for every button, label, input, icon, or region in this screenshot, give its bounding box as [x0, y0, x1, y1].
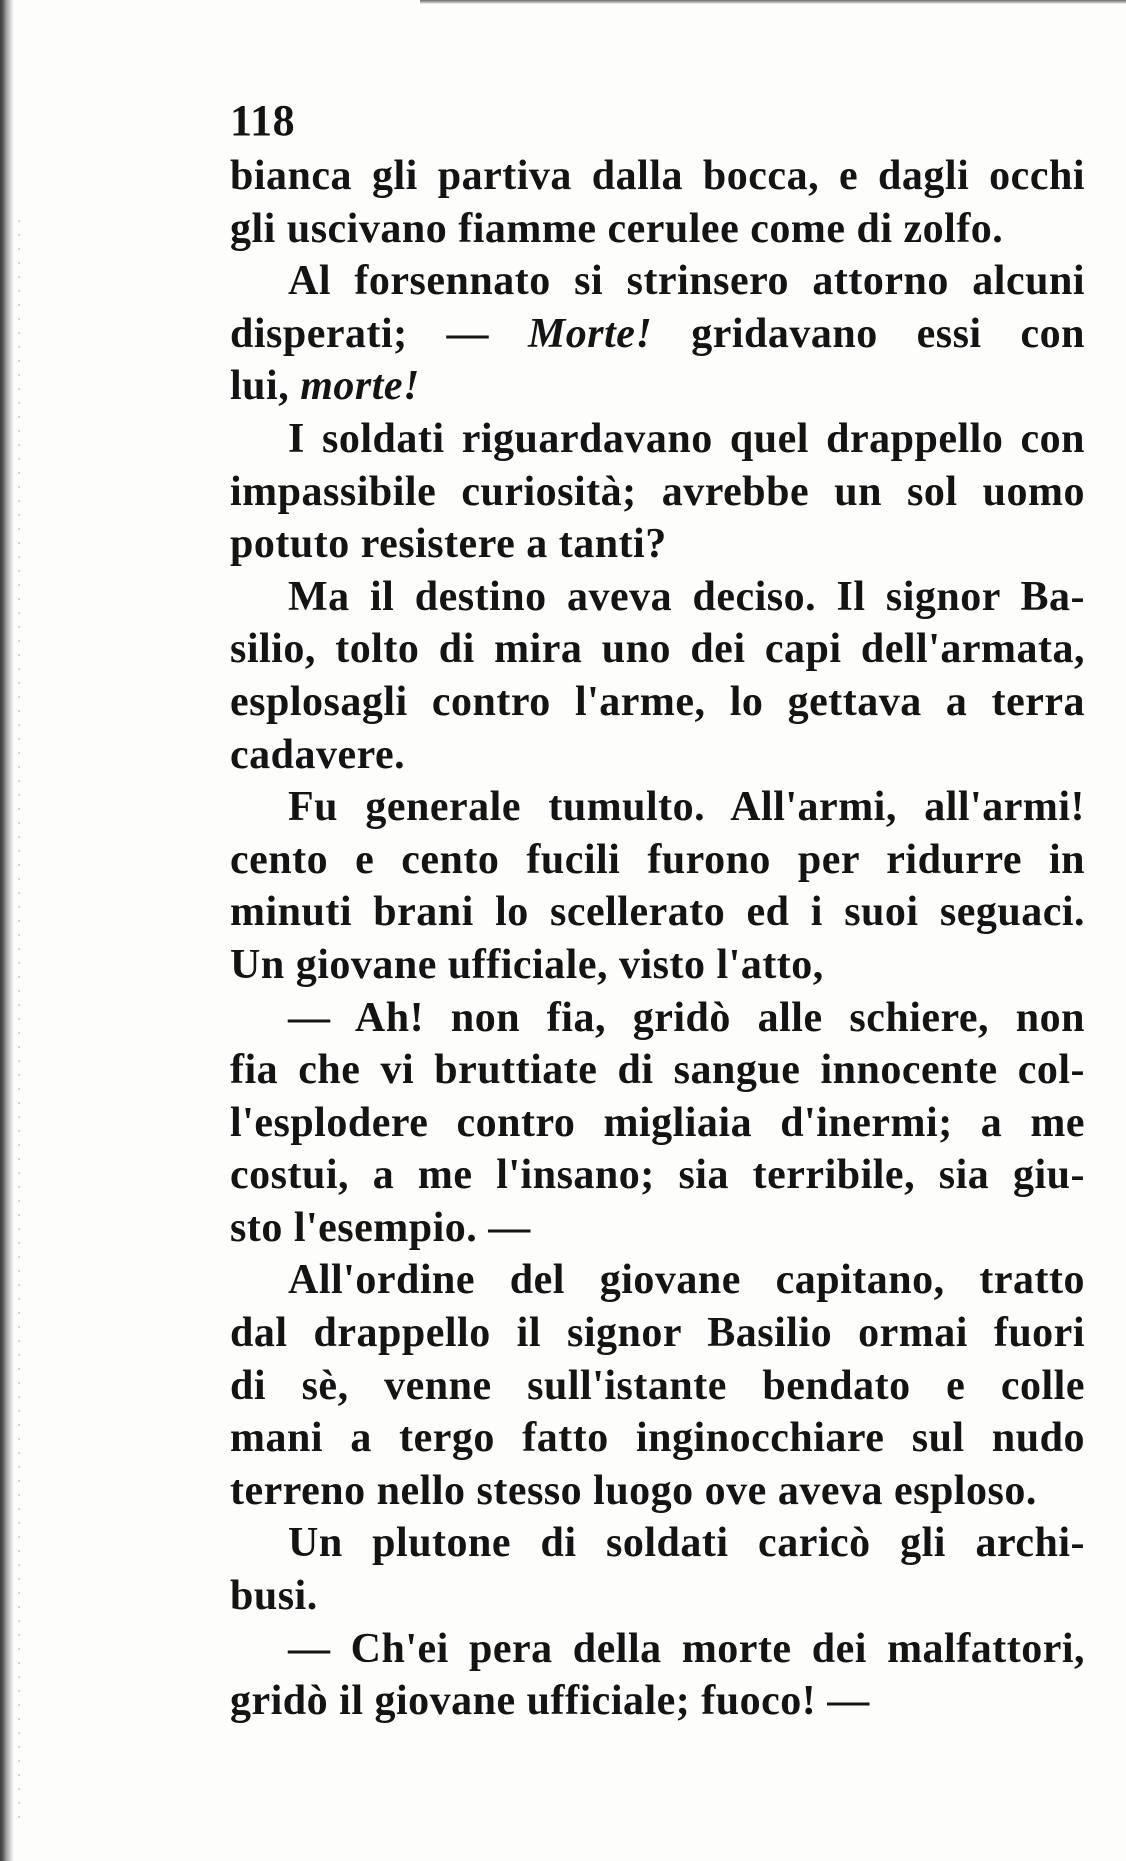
scan-top-edge	[420, 0, 1126, 4]
text-line: Al forsennato si strinsero attorno alcuni	[288, 258, 1085, 305]
text-line: Fu generale tumulto. All'armi, all'armi!	[288, 784, 1085, 831]
text-line: mani a tergo fatto inginocchiare sul nudo	[230, 1415, 1085, 1462]
text-line: fia che vi bruttiate di sangue innocente col-	[230, 1047, 1085, 1094]
text-line: Un plutone di soldati caricò gli archi-	[288, 1520, 1085, 1567]
text-line: di sè, venne sull'istante bendato e colle	[230, 1362, 1085, 1409]
text-fragment: gridavano essi con	[652, 310, 1085, 357]
text-line	[230, 308, 1085, 361]
text-line: cadavere.	[230, 731, 406, 778]
text-line: l'esplodere contro migliaia d'inermi; a me	[230, 1099, 1085, 1146]
text-line: cento e cento fucili furono per ridurre in	[230, 836, 1085, 883]
text-line: bianca gli partiva dalla bocca, e dagli occhi	[230, 153, 1085, 199]
page-text	[230, 92, 1085, 1728]
text-line: terreno nello stesso luogo ove aveva esploso.	[230, 1467, 1037, 1514]
text-line: Ma il destino aveva deciso. Il signor Ba-	[288, 573, 1085, 620]
text-line: gli uscivano fiamme cerulee come di zolfo.	[230, 205, 1004, 252]
text-line: costui, a me l'insano; sia terribile, sia giu-	[230, 1152, 1085, 1199]
text-line: — Ch'ei pera della morte dei malfattori,	[288, 1625, 1085, 1672]
scan-edge-shadow	[0, 0, 14, 1861]
text-line: — Ah! non fia, gridò alle schiere, non	[288, 994, 1085, 1041]
text-line: potuto resistere a tanti?	[230, 521, 667, 568]
text-line: dal drappello il signor Basilio ormai fuori	[230, 1310, 1085, 1357]
text-line: esplosagli contro l'arme, lo gettava a terra	[230, 678, 1085, 725]
text-line: gridò il giovane ufficiale; fuoco! —	[230, 1678, 870, 1725]
text-line	[230, 360, 1085, 413]
text-line: silio, tolto di mira uno dei capi dell'armata,	[230, 626, 1085, 673]
scan-edge-dots	[18, 220, 20, 1820]
text-fragment: disperati; —	[230, 310, 528, 357]
italic-fragment: morte!	[300, 363, 420, 410]
text-line: All'ordine del giovane capitano, tratto	[288, 1257, 1085, 1304]
italic-fragment: Morte!	[527, 310, 653, 357]
text-line: I soldati riguardavano quel drappello con	[288, 415, 1085, 462]
text-line: Un giovane ufficiale, visto l'atto,	[230, 941, 824, 988]
text-lines	[230, 150, 1085, 1728]
page-number: 118	[230, 96, 296, 145]
text-line: busi.	[230, 1573, 318, 1620]
text-line: sto l'esempio. —	[230, 1204, 531, 1251]
text-fragment: lui,	[230, 363, 301, 410]
text-line: impassibile curiosità; avrebbe un sol uomo	[230, 468, 1085, 515]
text-line: minuti brani lo scellerato ed i suoi seguaci.	[230, 889, 1085, 936]
